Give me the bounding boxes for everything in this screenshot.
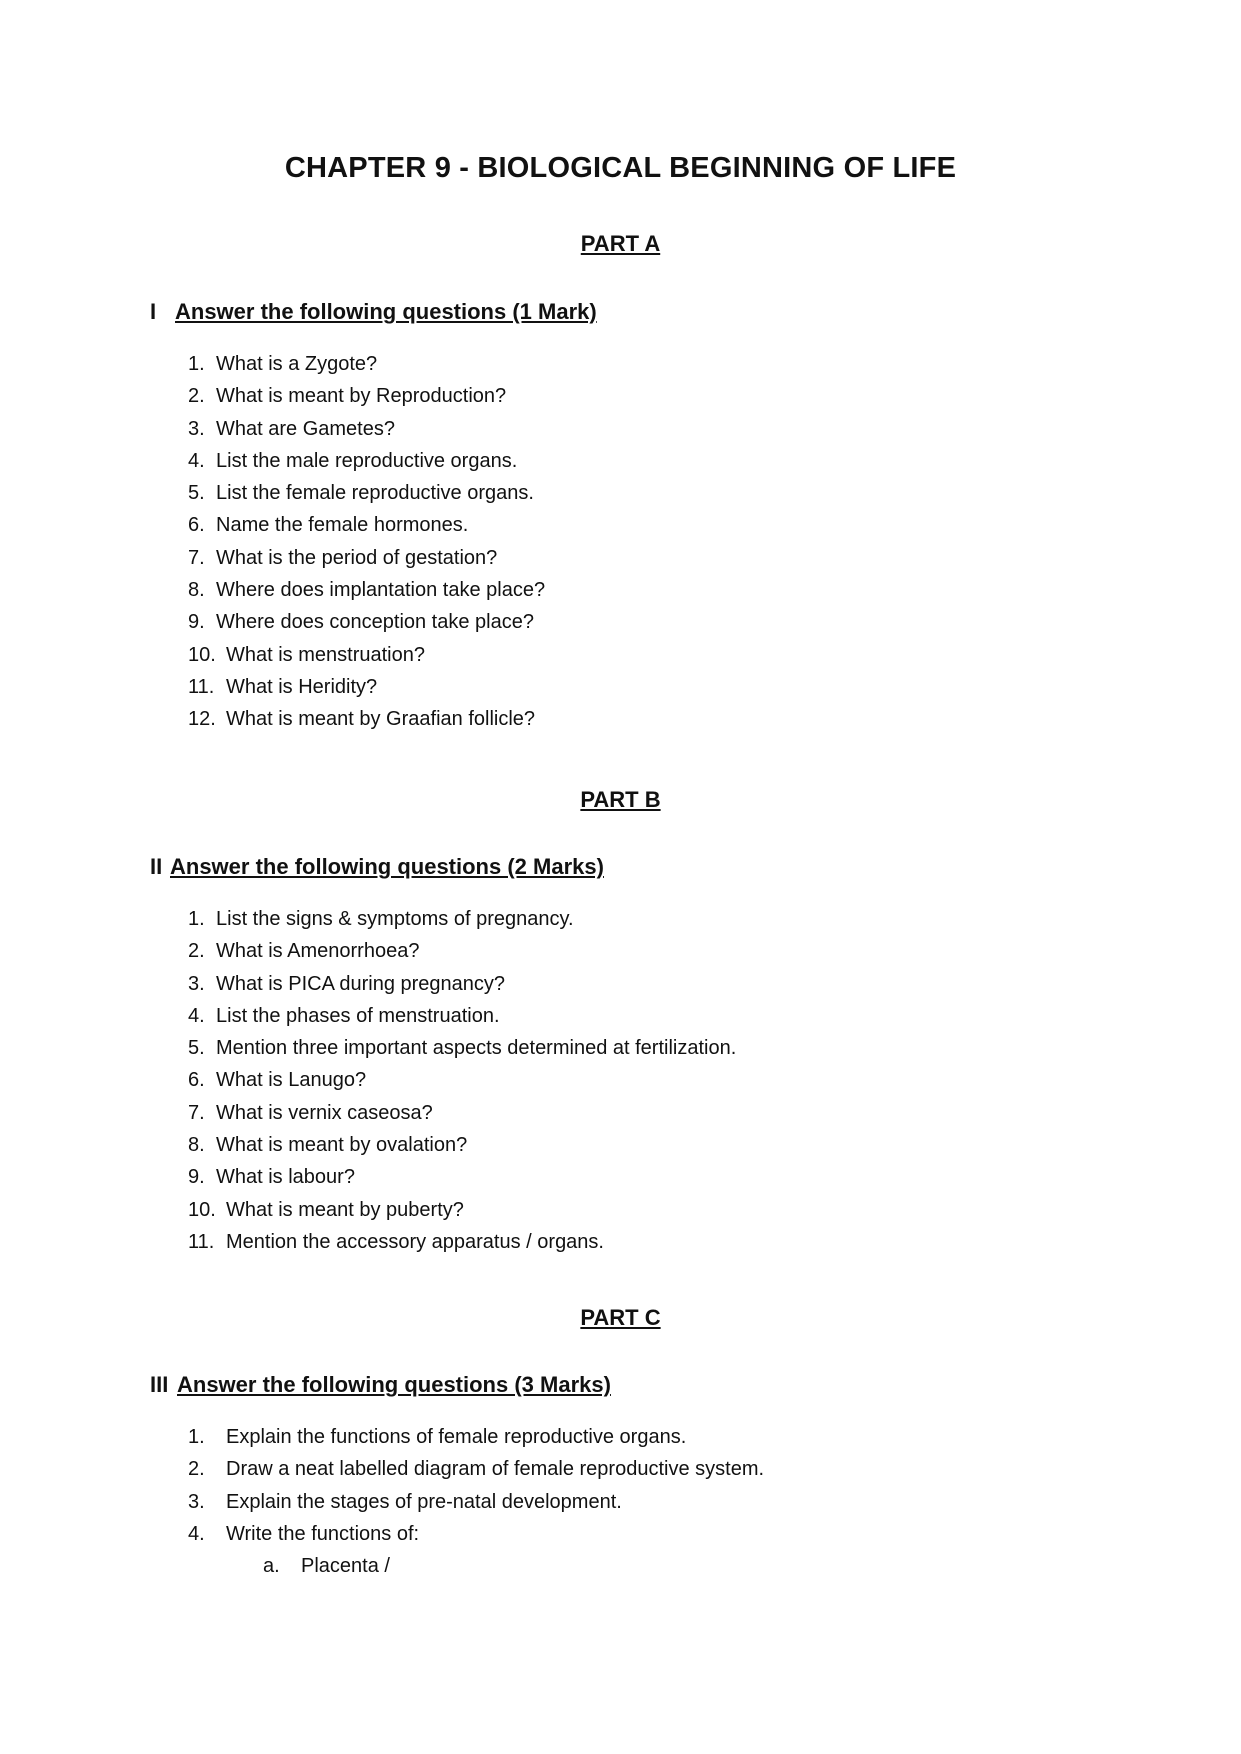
question-number: 1.	[188, 908, 205, 930]
question-number: 4.	[188, 1522, 205, 1545]
question-number: 2.	[188, 940, 205, 963]
question-text: What is Lanugo?	[216, 1069, 367, 1092]
section-numeral: II	[150, 854, 163, 879]
question-text: Explain the functions of female reproductive organs.	[226, 1426, 687, 1448]
question-text: What is PICA during pregnancy?	[216, 972, 506, 995]
question-text: What is meant by ovalation?	[216, 1134, 468, 1157]
question-text: What is Heridity?	[226, 675, 378, 698]
chapter-title: CHAPTER 9 - BIOLOGICAL BEGINNING OF LIFE	[284, 152, 957, 184]
part-c-heading: PART C	[580, 1305, 661, 1330]
question-number: 12.	[188, 708, 216, 731]
question-number: 5.	[188, 482, 205, 505]
question-text: What is Amenorrhoea?	[216, 940, 420, 963]
sub-item	[263, 1555, 390, 1578]
question-text: What is labour?	[216, 1166, 355, 1189]
question-number: 10.	[188, 1198, 216, 1221]
question-number: 6.	[188, 514, 205, 537]
part-b-section-heading	[150, 854, 604, 880]
question-number: 11.	[188, 1230, 215, 1253]
question-number: 10.	[188, 643, 216, 666]
question-number: 8.	[188, 579, 205, 602]
question-text: Name the female hormones.	[216, 514, 469, 537]
question-number: 2.	[188, 1458, 205, 1481]
sub-item-letter: a.	[263, 1555, 280, 1577]
question-text: What are Gametes?	[216, 417, 395, 440]
question-text: Explain the stages of pre-natal development.	[226, 1490, 622, 1513]
question-text: What is menstruation?	[226, 643, 425, 666]
question-text: Write the functions of:	[226, 1522, 420, 1545]
part-a-heading: PART A	[580, 231, 661, 256]
question-text: List the signs & symptoms of pregnancy.	[216, 908, 574, 930]
question-text: List the phases of menstruation.	[216, 1004, 500, 1027]
section-label: Answer the following questions (3 Marks)	[177, 1372, 611, 1397]
question-number: 7.	[188, 1101, 205, 1124]
question-number: 3.	[188, 972, 205, 995]
question-text: Draw a neat labelled diagram of female reproductive system.	[226, 1458, 765, 1481]
part-c-section-heading	[150, 1372, 611, 1398]
question-number: 1.	[188, 1426, 205, 1448]
question-text: Where does implantation take place?	[216, 579, 546, 602]
question-text: What is the period of gestation?	[216, 546, 498, 569]
sub-item-text: Placenta /	[301, 1555, 390, 1577]
question-number: 1.	[188, 353, 205, 375]
question-text: List the male reproductive organs.	[216, 449, 518, 472]
section-label: Answer the following questions (1 Mark)	[175, 299, 597, 324]
question-text: What is meant by Reproduction?	[216, 385, 507, 408]
question-number: 5.	[188, 1037, 205, 1060]
question-number: 7.	[188, 546, 205, 569]
question-text: Where does conception take place?	[216, 611, 534, 634]
question-number: 4.	[188, 1004, 205, 1027]
question-text: What is vernix caseosa?	[216, 1101, 433, 1124]
question-number: 8.	[188, 1134, 205, 1157]
question-number: 6.	[188, 1069, 205, 1092]
part-a-section-heading	[150, 299, 597, 325]
section-numeral: III	[150, 1372, 169, 1397]
question-number: 3.	[188, 417, 205, 440]
question-text: What is a Zygote?	[216, 353, 378, 375]
section-label: Answer the following questions (2 Marks)	[170, 854, 604, 879]
question-number: 2.	[188, 385, 205, 408]
question-text: Mention three important aspects determined at fertilization.	[216, 1037, 737, 1060]
question-number: 3.	[188, 1490, 205, 1513]
question-text: What is meant by puberty?	[226, 1198, 464, 1221]
part-b-heading: PART B	[580, 787, 661, 812]
question-number: 4.	[188, 449, 205, 472]
question-text: List the female reproductive organs.	[216, 482, 534, 505]
question-number: 11.	[188, 675, 215, 698]
section-numeral: I	[150, 299, 157, 324]
question-number: 9.	[188, 611, 205, 634]
question-text: Mention the accessory apparatus / organs.	[226, 1230, 604, 1253]
question-text: What is meant by Graafian follicle?	[226, 708, 536, 731]
question-number: 9.	[188, 1166, 205, 1189]
